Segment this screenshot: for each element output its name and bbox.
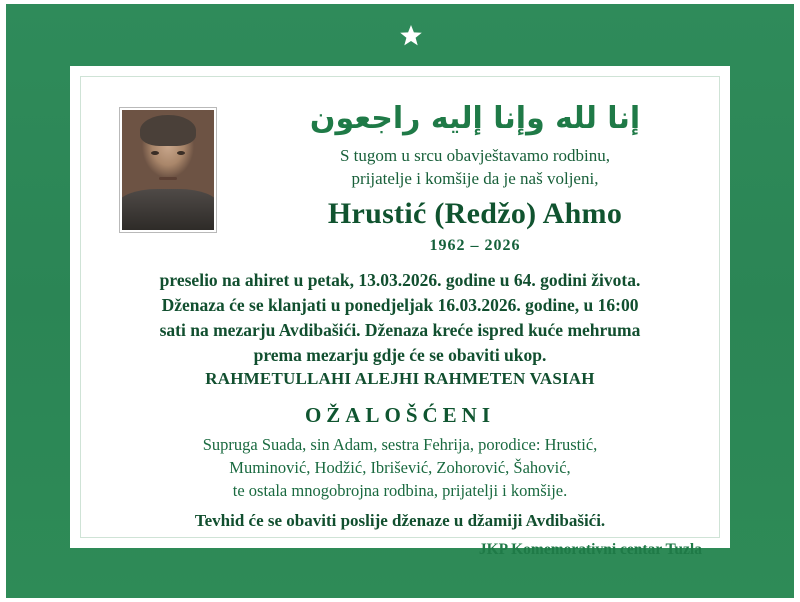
crescent-star-icon [0, 8, 800, 66]
agency-signature: JKP Komemorativni centar Tuzla [478, 540, 702, 558]
mourners-heading: OŽALOŠĆENI [304, 403, 496, 428]
portrait-photo [120, 108, 216, 232]
notice-card [70, 66, 730, 558]
detail-line-3: sati na mezarju Avdibašići. Dženaza kreće ispred kuće mehruma [159, 319, 641, 340]
header-section [92, 86, 708, 256]
mourners-line-1: Supruga Suada, sin Adam, sestra Fehrija, porodice: Hrustić, [202, 435, 598, 455]
blessing-text: RAHMETULLAHI ALEJHI RAHMETEN VASIAH [205, 369, 595, 389]
intro-line-2: prijatelje i komšije da je naš voljeni, [351, 168, 599, 188]
tevhid-note: Tevhid će se obaviti poslije dženaze u džamiji Avdibašići. [194, 510, 606, 530]
funeral-details [92, 268, 708, 367]
mourners-line-2: Muminović, Hodžić, Ibrišević, Zohorović, Šahović, [229, 458, 571, 478]
detail-line-4: prema mezarju gdje će se obaviti ukop. [253, 344, 547, 365]
mourners-line-3: te ostala mnogobrojna rodbina, prijatelji i komšije. [232, 480, 568, 500]
life-years: 1962 – 2026 [429, 236, 521, 254]
deceased-name: Hrustić (Redžo) Ahmo [327, 196, 623, 230]
detail-line-1: preselio na ahiret u petak, 13.03.2026. godine u 64. godini života. [159, 270, 641, 290]
detail-line-2: Dženaza će se klanjati u ponedjeljak 16.03.2026. godine, u 16:00 [161, 294, 639, 315]
mourners-list [92, 434, 708, 502]
intro-line-1: S tugom u srcu obavještavamo rodbinu, [339, 146, 611, 165]
arabic-inscription: إنا لله وإنا إليه راجعون [309, 101, 641, 136]
